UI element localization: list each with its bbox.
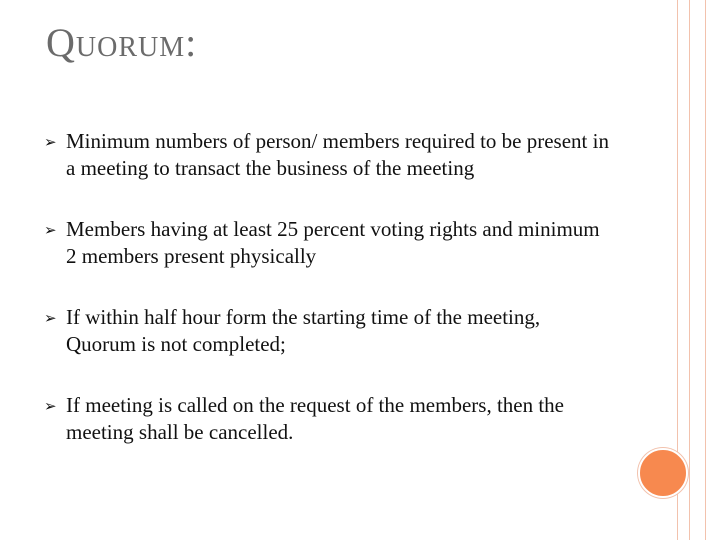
arrowhead-bullet-icon: ➢ bbox=[44, 397, 57, 415]
bullet-text: Members having at least 25 percent voting rights and minimum 2 members present physically bbox=[66, 217, 600, 268]
bullet-item bbox=[44, 304, 610, 357]
bullet-text: If meeting is called on the request of the members, then the meeting shall be cancelled. bbox=[66, 393, 565, 444]
slide-title: Quorum: bbox=[46, 20, 198, 65]
bullet-item bbox=[44, 392, 610, 445]
decorative-line bbox=[689, 0, 690, 540]
bullet-text: Minimum numbers of person/ members required to be present in a meeting to transact the business of the meeting bbox=[66, 129, 609, 180]
bullet-list bbox=[44, 128, 610, 445]
bullet-text: If within half hour form the starting time of the meeting, Quorum is not completed; bbox=[66, 305, 541, 356]
bullet-item bbox=[44, 216, 610, 269]
arrowhead-bullet-icon: ➢ bbox=[44, 309, 57, 327]
decorative-line bbox=[705, 0, 706, 540]
decorative-circle bbox=[638, 448, 688, 498]
arrowhead-bullet-icon: ➢ bbox=[44, 133, 57, 151]
arrowhead-bullet-icon: ➢ bbox=[44, 221, 57, 239]
bullet-item bbox=[44, 128, 610, 181]
